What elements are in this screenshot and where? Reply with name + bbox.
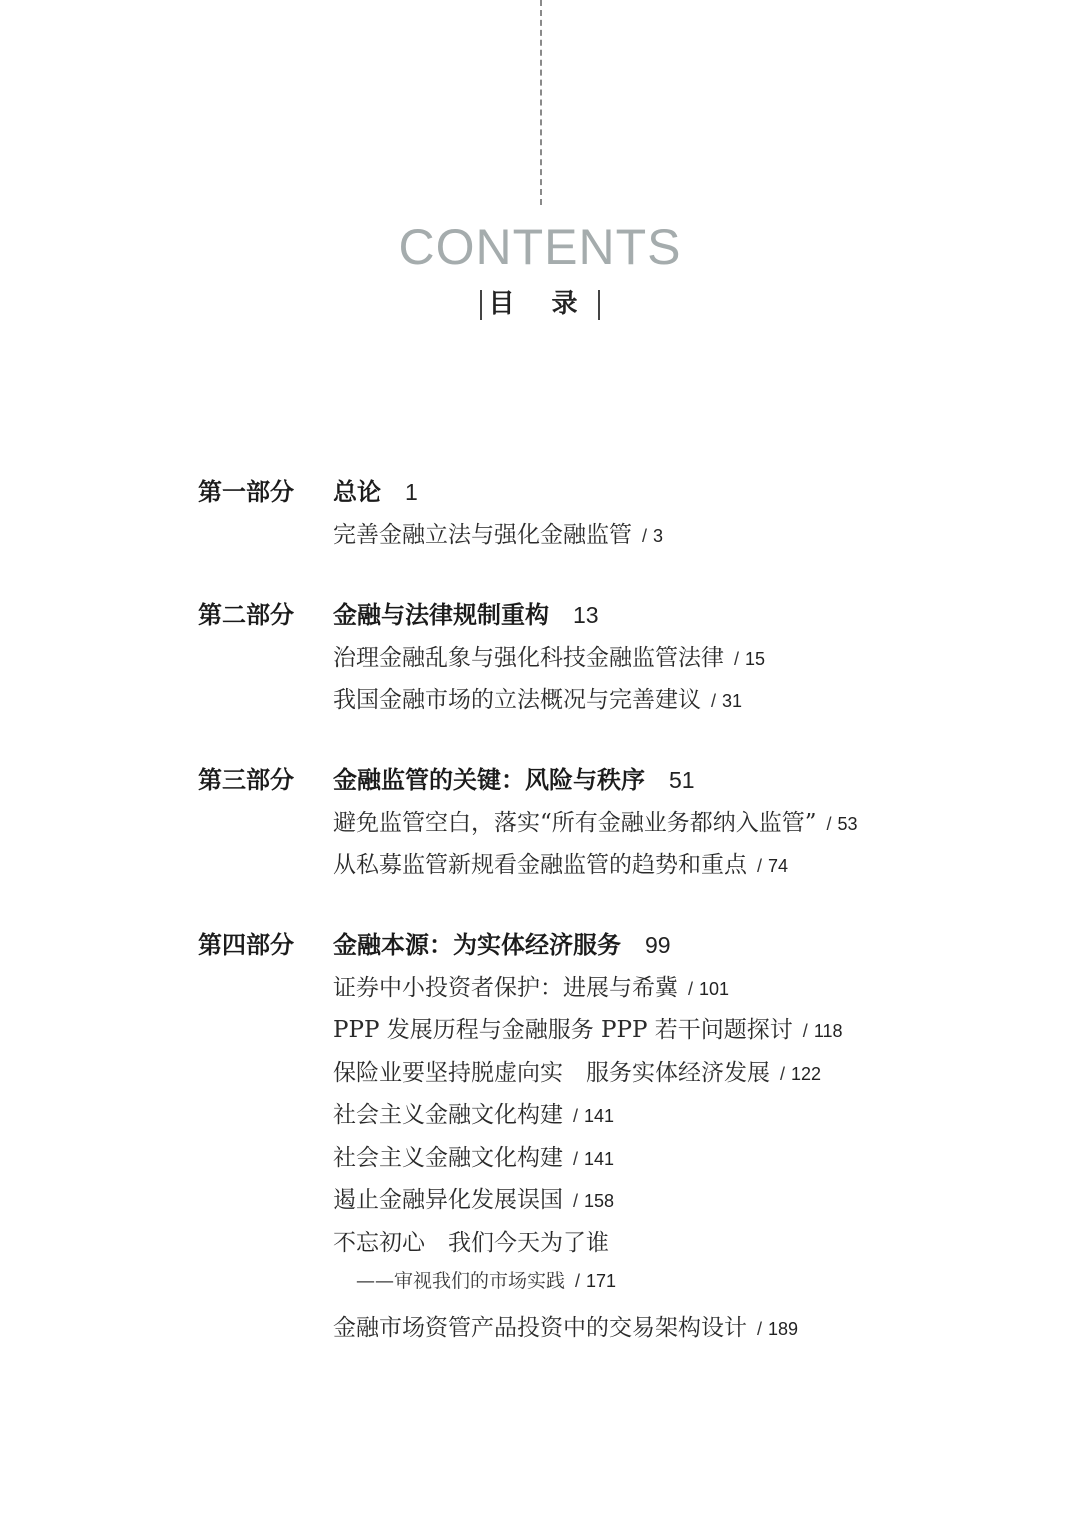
toc-part xyxy=(198,760,1038,889)
part-label: 第三部分 xyxy=(198,765,294,794)
part-title: 金融本源：为实体经济服务 xyxy=(333,930,621,959)
entry-page-number: 118 xyxy=(813,1021,843,1041)
entry-page-number: 53 xyxy=(837,813,858,834)
entry-title: 避免监管空白，落实“所有金融业务都纳入监管” xyxy=(333,809,817,836)
toc-part xyxy=(198,925,1038,1352)
page-separator: / xyxy=(757,856,763,876)
part-label: 第二部分 xyxy=(198,600,294,629)
toc-entry[interactable] xyxy=(198,681,1038,724)
toc-entry[interactable] xyxy=(198,1181,1038,1224)
entry-title: ——审视我们的市场实践 xyxy=(356,1270,566,1292)
right-bar xyxy=(598,290,600,320)
part-page-number: 1 xyxy=(405,479,418,505)
toc-entry[interactable] xyxy=(198,516,1038,559)
entry-page-number: 31 xyxy=(722,691,743,711)
part-title: 金融监管的关键：风险与秩序 xyxy=(333,765,645,794)
part-title: 总论 xyxy=(333,478,381,506)
contents-title: CONTENTS xyxy=(398,219,682,275)
entry-title: 证券中小投资者保护：进展与希冀 xyxy=(333,974,678,1001)
page-separator: / xyxy=(573,1106,579,1126)
entry-page-number: 158 xyxy=(584,1191,615,1211)
entry-title: 治理金融乱象与强化科技金融监管法律 xyxy=(333,644,724,671)
left-bar xyxy=(480,290,482,320)
entry-title: 金融市场资管产品投资中的交易架构设计 xyxy=(333,1314,747,1341)
entry-page-number: 171 xyxy=(586,1271,617,1291)
entry-page-number: 141 xyxy=(584,1106,615,1126)
part-page-number: 51 xyxy=(669,766,695,793)
part-label: 第一部分 xyxy=(198,478,294,506)
entry-page-number: 189 xyxy=(768,1318,799,1339)
page-separator: / xyxy=(642,526,648,546)
entry-page-number: 122 xyxy=(791,1063,822,1084)
toc-part xyxy=(198,595,1038,724)
toc-entry[interactable] xyxy=(198,804,1038,847)
entry-title: 遏止金融异化发展误国 xyxy=(333,1187,563,1213)
entry-page-number: 74 xyxy=(768,856,789,876)
part-label: 第四部分 xyxy=(198,930,294,959)
page-separator: / xyxy=(802,1021,808,1041)
toc-entry[interactable] xyxy=(198,969,1038,1012)
page-separator: / xyxy=(826,813,832,834)
part-page-number: 13 xyxy=(573,601,599,628)
toc-heading-text: 目 录 xyxy=(488,289,592,319)
part-heading[interactable] xyxy=(198,760,1038,804)
entry-page-number: 3 xyxy=(653,526,664,546)
toc-entry[interactable] xyxy=(198,639,1038,682)
entry-title: 社会主义金融文化构建 xyxy=(333,1144,563,1171)
entry-title: PPP 发展历程与金融服务 PPP 若干问题探讨 xyxy=(333,1017,793,1043)
toc-entry[interactable] xyxy=(198,1224,1038,1267)
toc-entry[interactable] xyxy=(198,1096,1038,1139)
page-separator: / xyxy=(734,648,740,669)
toc-entry[interactable] xyxy=(198,846,1038,889)
entry-title: 从私募监管新规看金融监管的趋势和重点 xyxy=(333,852,747,878)
page-separator: / xyxy=(688,978,694,999)
part-heading[interactable] xyxy=(198,472,1038,516)
table-of-contents xyxy=(198,472,1038,1387)
part-heading[interactable] xyxy=(198,925,1038,969)
entry-page-number: 141 xyxy=(584,1148,615,1169)
entry-title: 社会主义金融文化构建 xyxy=(333,1102,563,1128)
toc-entry[interactable] xyxy=(198,1309,1038,1352)
entry-page-number: 15 xyxy=(745,648,766,669)
entry-title: 不忘初心 我们今天为了谁 xyxy=(333,1229,609,1256)
page-separator: / xyxy=(780,1063,786,1084)
entry-title: 完善金融立法与强化金融监管 xyxy=(333,522,632,548)
page-separator: / xyxy=(711,691,717,711)
toc-entry[interactable] xyxy=(198,1139,1038,1182)
page-separator: / xyxy=(573,1148,579,1169)
top-dashed-rule xyxy=(540,0,542,205)
part-title: 金融与法律规制重构 xyxy=(333,600,549,629)
toc-part xyxy=(198,472,1038,559)
part-heading[interactable] xyxy=(198,595,1038,639)
entry-page-number: 101 xyxy=(699,978,730,999)
entry-title: 保险业要坚持脱虚向实 服务实体经济发展 xyxy=(333,1059,770,1086)
entry-title: 我国金融市场的立法概况与完善建议 xyxy=(333,687,701,713)
toc-subtitle-entry[interactable] xyxy=(198,1266,1038,1309)
page-separator: / xyxy=(575,1271,581,1291)
page-separator: / xyxy=(757,1318,763,1339)
toc-heading-zh xyxy=(0,283,1080,320)
toc-entry[interactable] xyxy=(198,1054,1038,1097)
page-separator: / xyxy=(573,1191,579,1211)
part-page-number: 99 xyxy=(645,931,671,958)
toc-entry[interactable] xyxy=(198,1011,1038,1054)
